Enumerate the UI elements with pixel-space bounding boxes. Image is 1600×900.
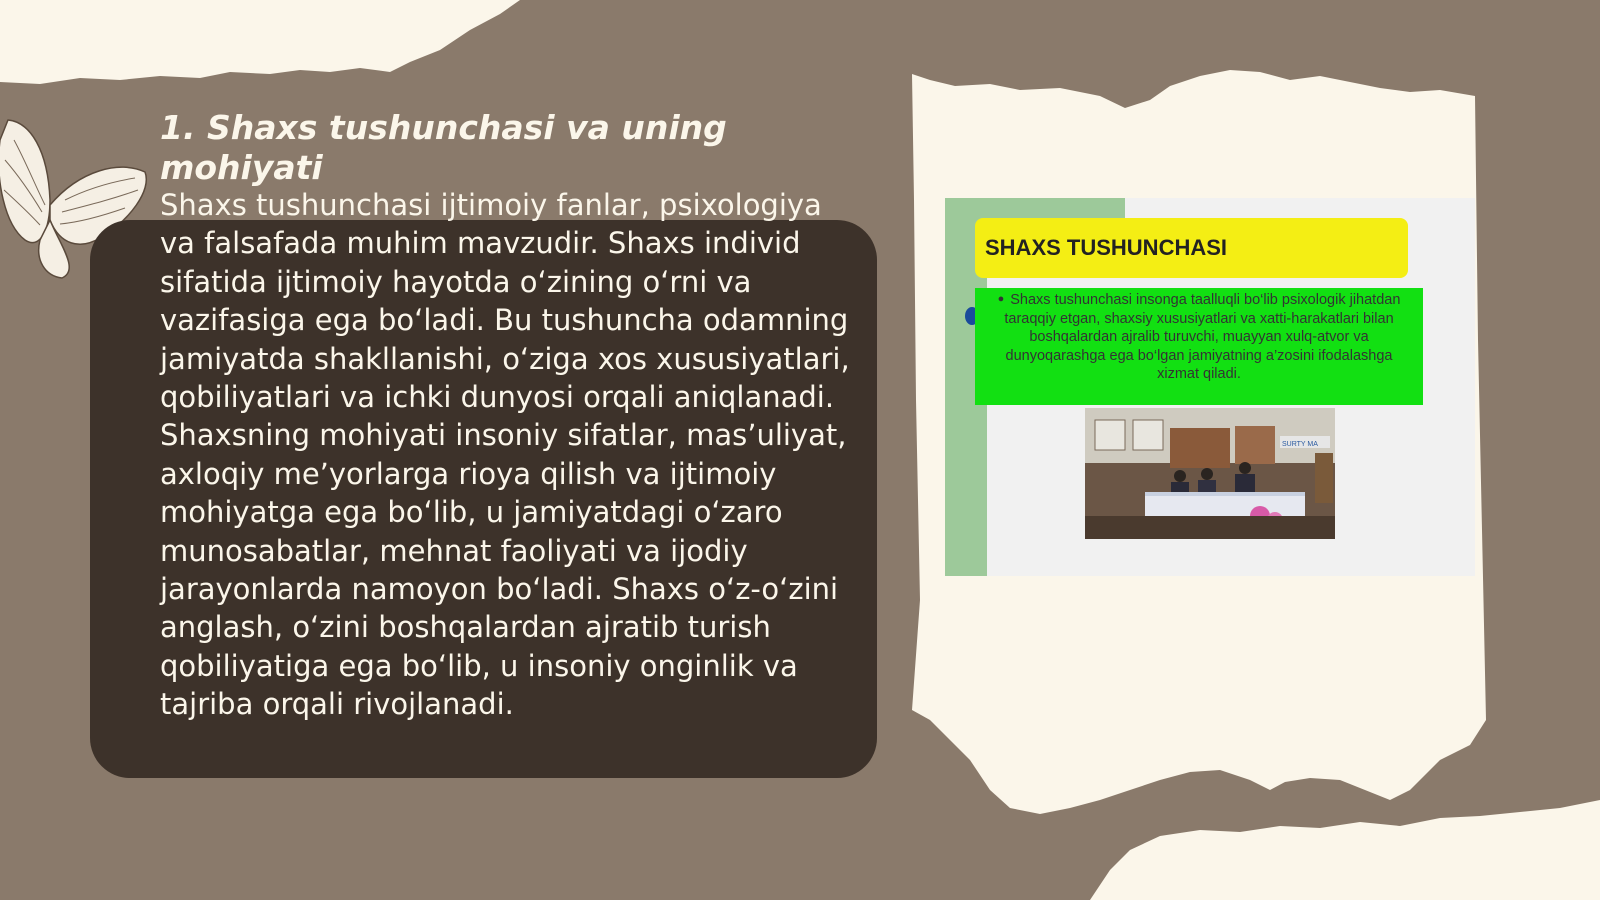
photo-sign-text: SURTY MA <box>1282 441 1318 448</box>
inner-slide-bullet-text: Shaxs tushunchasi insonga taalluqli bo‘lib psixologik jihatdan taraqqiy etgan, shaxsiy xususiyatlari va xatti-harakatlari bilan boshqalardan ajralib turuvchi, muayyan xulq-atvor va dunyoqarashga ega bo‘lgan jamiyatning a’zosini ifodalashga xizmat qiladi. <box>1004 292 1401 383</box>
inner-slide-text-box <box>975 288 1423 405</box>
bullet-icon: ● <box>997 293 1005 305</box>
slide-body-text: Shaxs tushunchasi ijtimoiy fanlar, psixologiya va falsafada muhim mavzudir. Shaxs individ sifatida ijtimoiy hayotda o‘zining o‘rni va vazifasiga ega bo‘ladi. Bu tushuncha odamning jamiyatda shakllanishi, o‘ziga xos xususiyatlari, qobiliyatlari va ichki dunyosi orqali aniqlanadi. Shaxsning mohiyati insoniy sifatlar, mas’uliyat, axloqiy me’yorlarga rioya qilish va ijtimoiy mohiyatga ega bo‘lib, u jamiyatdagi o‘zaro munosabatlar, mehnat faoliyati va ijodiy jarayonlarda namoyon bo‘ladi. Shaxs o‘z-o‘zini anglash, o‘zini boshqalardan ajratib turish qobiliyatiga ega bo‘lib, u insoniy onginlik va tajriba orqali rivojlanadi. <box>160 188 850 722</box>
inner-slide-image <box>945 198 1475 576</box>
inner-slide-heading: SHAXS TUSHUNCHASI <box>975 218 1408 278</box>
meeting-photo <box>1085 408 1335 539</box>
slide-title: 1. Shaxs tushunchasi va uning mohiyati <box>160 108 727 187</box>
inner-slide-photo <box>1085 408 1335 539</box>
inner-slide-sidebar-cap <box>945 198 1125 218</box>
